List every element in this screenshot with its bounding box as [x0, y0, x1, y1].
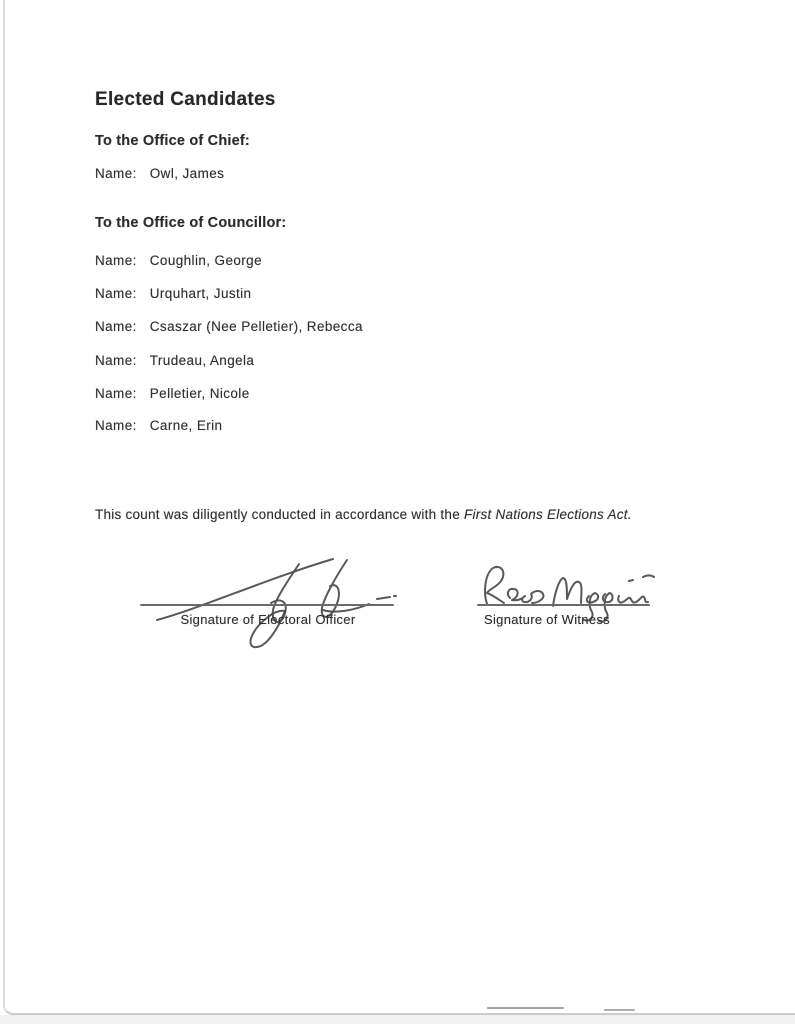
- electoral-officer-signature-line: [140, 604, 394, 606]
- name-row: [95, 286, 251, 301]
- name-value: Owl, James: [149, 166, 225, 181]
- statement-text: This count was diligently conducted in accordance with the: [95, 507, 464, 522]
- name-row: [95, 418, 222, 433]
- name-label: Name:: [95, 319, 137, 334]
- name-row: [95, 253, 262, 268]
- name-row: [95, 353, 254, 368]
- name-row: [95, 319, 363, 334]
- name-label: Name:: [95, 286, 137, 301]
- name-value: Trudeau, Angela: [149, 353, 255, 368]
- section-heading-councillor: To the Office of Councillor:: [95, 215, 287, 231]
- name-label: Name:: [95, 253, 137, 268]
- name-label: Name:: [95, 386, 137, 401]
- name-label: Name:: [95, 166, 137, 181]
- scan-bottom-strip: [0, 1015, 795, 1024]
- page-title: Elected Candidates: [95, 89, 276, 110]
- name-value: Coughlin, George: [149, 253, 262, 268]
- electoral-officer-signature-label: Signature of Electoral Officer: [180, 612, 356, 627]
- name-label: Name:: [95, 353, 137, 368]
- section-heading-chief: To the Office of Chief:: [95, 133, 250, 149]
- name-value: Pelletier, Nicole: [149, 386, 250, 401]
- name-value: Carne, Erin: [149, 418, 223, 433]
- name-label: Name:: [95, 418, 137, 433]
- name-row: [95, 386, 250, 401]
- name-row: [95, 166, 224, 181]
- electoral-officer-signature: [153, 550, 398, 654]
- footer-artifact-mark: [487, 1007, 564, 1009]
- footer-artifact-mark: [604, 1009, 635, 1011]
- witness-signature-line: [477, 604, 650, 606]
- witness-signature-label: Signature of Witness: [484, 612, 610, 627]
- statement-act-name: First Nations Elections Act.: [463, 507, 632, 522]
- name-value: Csaszar (Nee Pelletier), Rebecca: [149, 319, 363, 334]
- attestation-statement: [95, 507, 632, 522]
- name-value: Urquhart, Justin: [149, 286, 252, 301]
